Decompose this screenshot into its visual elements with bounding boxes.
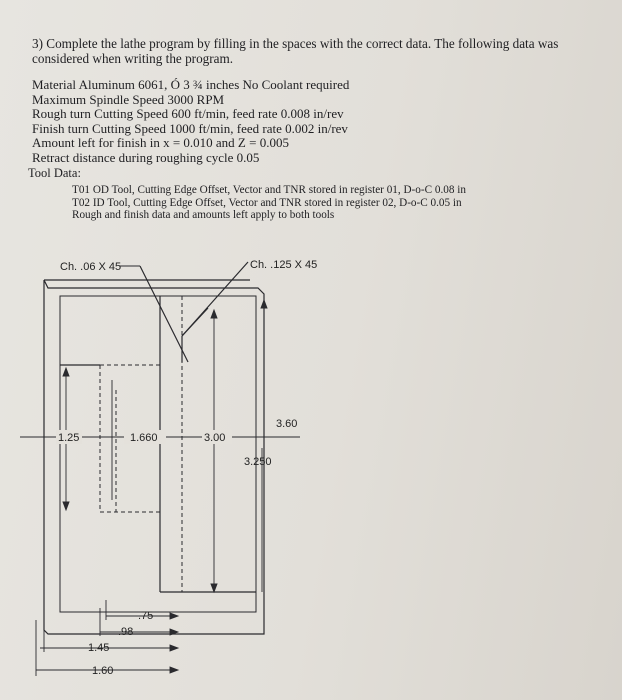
chamfer-leader [182, 308, 208, 336]
part-inner-outline [60, 296, 256, 612]
spec-line: Maximum Spindle Speed 3000 RPM [32, 91, 225, 107]
arrow [63, 368, 69, 376]
dim-label-300: 3.00 [204, 432, 226, 444]
dim-label-160: 1.60 [92, 665, 114, 677]
spec-line: Material Aluminum 6061, Ó 3 ¾ inches No Coolant required [32, 77, 350, 92]
dim-label-145: 1.45 [88, 642, 110, 654]
chamfer-left-label: Ch. .06 X 45 [60, 261, 122, 273]
spec-line: Amount left for finish in x = 0.010 and Z = 0.005 [32, 135, 289, 151]
dim-label-1660: 1.660 [130, 432, 158, 444]
dim-label-3250: 3.250 [244, 456, 272, 468]
dim-label-125: 1.25 [58, 432, 80, 444]
dim-label-075: .75 [138, 610, 154, 622]
tool-data-line: T02 ID Tool, Cutting Edge Offset, Vector and TNR stored in register 02, D-o-C 0.05 in [72, 196, 462, 209]
arrow [170, 613, 178, 619]
spec-line: Finish turn Cutting Speed 1000 ft/min, feed rate 0.002 in/rev [32, 120, 348, 136]
arrow [170, 645, 178, 651]
question-text: 3) Complete the lathe program by filling in the spaces with the correct data. The following data was considered when writing the program. [32, 36, 559, 66]
chamfer-right-label: Ch. .125 X 45 [250, 259, 318, 271]
arrow [170, 667, 178, 673]
arrow [63, 502, 69, 510]
tool-data-line: Rough and finish data and amounts left apply to both tools [72, 209, 335, 222]
dim-label-360: 3.60 [276, 418, 298, 430]
dim-label-098: .98 [118, 626, 134, 638]
spec-line: Rough turn Cutting Speed 600 ft/min, feed rate 0.008 in/rev [32, 106, 344, 122]
arrow [261, 300, 267, 308]
arrow [211, 310, 217, 318]
arrow [211, 584, 217, 592]
spec-line: Retract distance during roughing cycle 0.05 [32, 149, 260, 165]
tool-data-line: T01 OD Tool, Cutting Edge Offset, Vector and TNR stored in register 01, D-o-C 0.08 in [72, 184, 466, 196]
part-outline [44, 280, 264, 634]
tool-data-title: Tool Data: [28, 166, 81, 180]
